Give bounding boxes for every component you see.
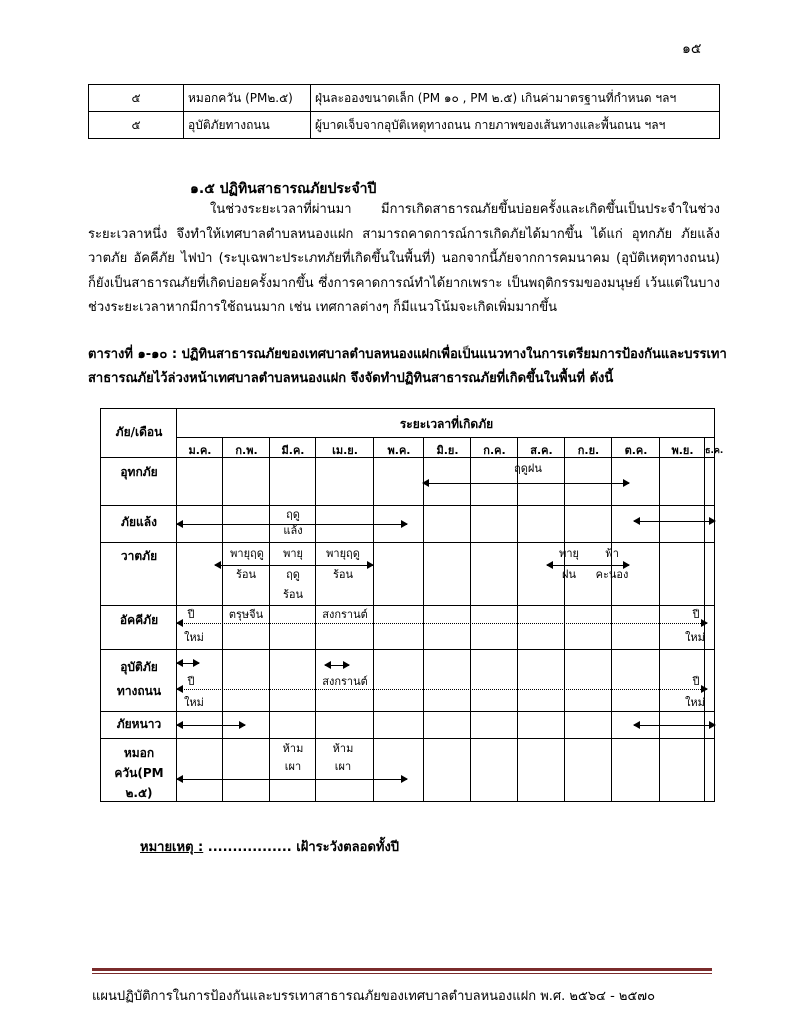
row-label-storm: วาตภัย — [120, 549, 158, 563]
month-nov: พ.ย. — [671, 444, 694, 457]
period-header: ระยะเวลาที่เกิดภัย — [399, 417, 494, 431]
section-title: ๑.๕ ปฏิทินสาธารณภัยประจำปี — [190, 181, 377, 197]
hazard-name: หมอกควัน (PM๒.๕) — [184, 85, 311, 112]
month-apr: เม.ย. — [332, 444, 358, 457]
note-new-year: ปี — [692, 608, 700, 621]
month-jan: ม.ค. — [188, 444, 212, 457]
month-jul: ก.ค. — [483, 444, 506, 457]
storm-summer-arrow — [215, 565, 373, 566]
disaster-calendar — [100, 408, 724, 802]
note-dry-season-1: ฤดู — [286, 508, 300, 521]
note-summer-storm: พายุฤดู — [230, 547, 264, 560]
row-label-line: อุบัติภัย — [120, 660, 158, 674]
note-no-burning: ห้าม — [332, 742, 354, 755]
row-label-line: ควัน(PM — [114, 766, 164, 780]
note-thunderstorm: คะนอง — [595, 568, 629, 581]
note-new-year: ปี — [187, 608, 195, 621]
note-rainy-season: ฤดูฝน — [514, 462, 542, 475]
footer-rule-thin — [92, 973, 712, 974]
row-label-line: ทางถนน — [116, 684, 162, 698]
page-number: ๑๕ — [682, 41, 702, 57]
note-new-year: ใหม่ — [685, 696, 705, 709]
row-label-line: หมอก — [123, 746, 155, 760]
remark — [140, 836, 399, 857]
remark-text: ................. เฝ้าระวังตลอดทั้งปี — [203, 840, 400, 855]
note-rain-storm: ฝน — [562, 568, 576, 581]
fire-period-arrow — [177, 623, 707, 624]
row-number: ๕ — [89, 85, 184, 112]
month-jun: มิ.ย. — [436, 444, 459, 457]
note-new-year: ใหม่ — [685, 631, 705, 644]
hazard-table-continued — [88, 84, 720, 139]
note-summer-storm: ร้อน — [235, 568, 257, 581]
hazard-name: อุบัติภัยทางถนน — [184, 112, 311, 139]
note-new-year: ปี — [692, 675, 700, 688]
row-label-line: ๒.๕) — [125, 786, 153, 800]
note-summer-storm: ร้อน — [282, 588, 304, 601]
note-thunderstorm: ฟ้า — [605, 547, 619, 560]
note-rain-storm: พายุ — [559, 547, 579, 560]
paragraph-text: ในช่วงระยะเวลาที่ผ่านมา มีการเกิดสาธารณภัยขึ้นบ่อยครั้งและเกิดขึ้นเป็นประจำในช่วงระยะเวลาหนึ่ง จึงทำให้เทศบาลตำบลหนองแฝก สามารถคาดการณ์การเกิดภัยได้มากขึ้น ได้แก่ อุทกภัย ภัยแล้ง วาตภัย อัคคีภัย ไฟป่า (ระบุเฉพาะประเภทภัยที่เกิดขึ้นในพื้นที่) นอกจากนี้ภัยจากการคมนาคม (อุบัติเหตุทางถนน) ก็ยังเป็นสาธารณภัยที่เกิดบ่อยครั้งมากขึ้น ซึ่งการคาดการณ์ทำได้ยากเพราะ เป็นพฤติกรรมของมนุษย์ เว้นแต่ในบางช่วงระยะเวลาหากมีการใช้ถนนมาก เช่น เทศกาลต่างๆ ก็มีแนวโน้มจะเกิดเพิ่มมากขึ้น — [88, 202, 720, 315]
row-number: ๕ — [89, 112, 184, 139]
row-label-cold: ภัยหนาว — [116, 717, 162, 731]
remark-label: หมายเหตุ : — [140, 840, 204, 855]
note-summer-storm: พายุ — [283, 547, 303, 560]
road-new-year-arrow — [177, 663, 199, 664]
note-new-year: ใหม่ — [184, 696, 204, 709]
note-summer-storm: พายุฤดู — [326, 547, 360, 560]
drought-period-arrow-end — [634, 521, 715, 522]
row-label-fire: อัคคีภัย — [119, 613, 159, 627]
cold-period-arrow-end — [634, 725, 715, 726]
table-caption: ตารางที่ ๑-๑๐ : ปฏิทินสาธารณภัยของเทศบาลตำบลหนองแฝกเพื่อเป็นแนวทางในการเตรียมการป้องกันและบรรเทาสาธารณภัยไว้ล่วงหน้าเทศบาลตำบลหนองแฝก จึงจัดทำปฏิทินสาธารณภัยที่เกิดขึ้นในพื้นที่ ดังนี้ — [88, 347, 727, 386]
month-oct: ต.ค. — [624, 444, 648, 457]
road-songkran-arrow — [325, 665, 349, 666]
note-dry-season-2: แล้ง — [283, 524, 303, 537]
smog-period-arrow — [177, 779, 407, 780]
road-accident-period-arrow — [177, 689, 707, 690]
month-feb: ก.พ. — [235, 444, 258, 457]
note-no-burning: เผา — [334, 760, 352, 773]
note-new-year: ใหม่ — [184, 631, 204, 644]
storm-rainy-arrow — [547, 565, 629, 566]
note-no-burning: ห้าม — [282, 742, 304, 755]
month-dec: ธ.ค. — [705, 446, 724, 456]
hazard-detail: ผู้บาดเจ็บจากอุบัติเหตุทางถนน กายภาพของเส้นทางและพื้นถนน ฯลฯ — [311, 112, 720, 139]
row-label-road-accident — [101, 655, 177, 703]
footer-rule — [92, 968, 712, 971]
note-songkran: สงกรานต์ — [322, 608, 368, 621]
note-summer-storm: ฤดู — [286, 568, 300, 581]
note-chinese-new-year: ตรุษจีน — [228, 608, 264, 621]
month-sep: ก.ย. — [577, 444, 600, 457]
corner-header: ภัย/เดือน — [115, 425, 163, 439]
body-paragraph — [88, 198, 720, 321]
footer-text: แผนปฏิบัติการในการป้องกันและบรรเทาสาธารณภัยของเทศบาลตำบลหนองแฝก พ.ศ. ๒๕๖๔ - ๒๕๗๐ — [92, 989, 656, 1004]
note-new-year: ปี — [187, 675, 195, 688]
month-aug: ส.ค. — [530, 444, 553, 457]
table-row — [89, 112, 720, 139]
row-label-flood: อุทกภัย — [120, 465, 158, 479]
table-row — [89, 85, 720, 112]
flood-period-arrow — [423, 483, 629, 484]
drought-period-arrow — [177, 524, 407, 525]
cold-period-arrow — [177, 725, 245, 726]
row-label-smog — [101, 743, 177, 803]
note-no-burning: เผา — [284, 760, 302, 773]
note-songkran: สงกรานต์ — [322, 675, 368, 688]
note-summer-storm: ร้อน — [332, 568, 354, 581]
month-may: พ.ค. — [387, 444, 411, 457]
hazard-detail: ฝุ่นละอองขนาดเล็ก (PM ๑๐ , PM ๒.๕) เกินค่ามาตรฐานที่กำหนด ฯลฯ — [311, 85, 720, 112]
row-label-drought: ภัยแล้ง — [121, 515, 157, 529]
month-mar: มี.ค. — [281, 444, 305, 457]
